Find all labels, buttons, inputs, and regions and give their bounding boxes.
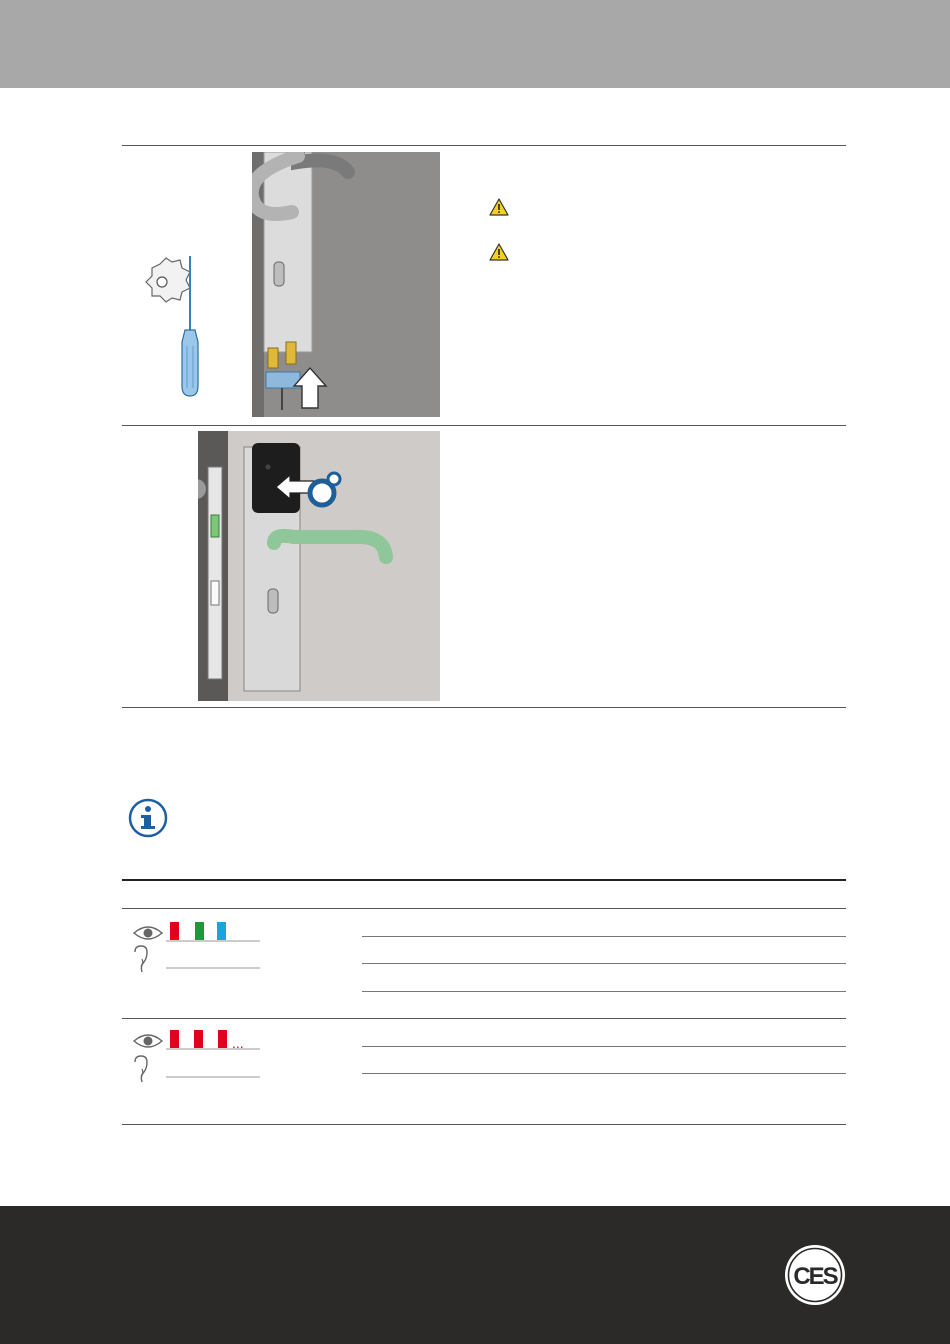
signal-table-bottom-rule (122, 1124, 846, 1125)
led-red (170, 922, 179, 940)
led-blue (217, 922, 226, 940)
signal-table-rule (362, 991, 846, 992)
led-red (170, 1030, 179, 1048)
ces-logo (782, 1243, 848, 1307)
torx-screwdriver-icon (138, 252, 208, 404)
signal-table-rule (362, 963, 846, 964)
led-red (194, 1030, 203, 1048)
signal-table-rule (122, 1018, 846, 1019)
continues-ellipsis: ... (232, 1035, 244, 1051)
ear-icon (135, 946, 147, 972)
svg-text:CES: CES (793, 1263, 837, 1290)
door-reader-keyfob-illustration (198, 431, 440, 701)
eye-icon (134, 1035, 162, 1047)
door-handle-removal-illustration (252, 152, 440, 417)
table-bottom-rule (122, 707, 846, 708)
info-icon (127, 798, 169, 838)
warning-icon (489, 198, 509, 216)
led-red (218, 1030, 227, 1048)
warning-icon (489, 243, 509, 261)
signal-table-header-rule (122, 879, 846, 881)
signal-indicator-2 (132, 1028, 264, 1088)
table-top-rule (122, 145, 846, 146)
signal-table-rule (122, 908, 846, 909)
table-row-divider (122, 425, 846, 426)
page-header-band (0, 0, 950, 88)
torx-bit-icon (146, 258, 190, 302)
signal-table-rule (362, 1073, 846, 1074)
signal-table-rule (362, 1046, 846, 1047)
signal-indicator-1 (132, 920, 264, 978)
led-green (195, 922, 204, 940)
signal-table-rule (362, 936, 846, 937)
eye-icon (134, 927, 162, 939)
ear-icon (135, 1056, 147, 1082)
